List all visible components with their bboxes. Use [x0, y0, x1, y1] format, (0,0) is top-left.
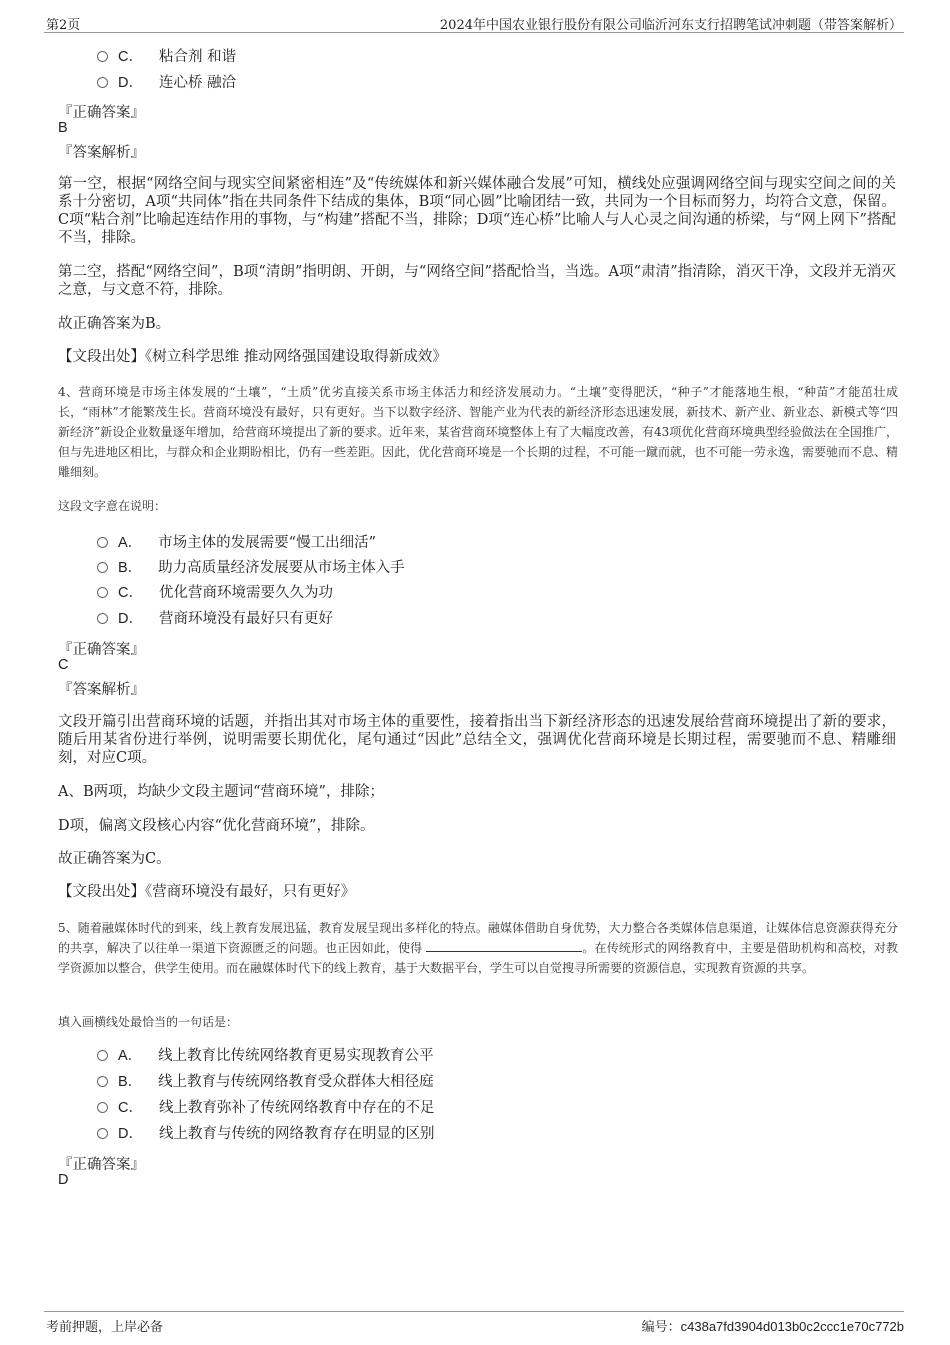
radio-icon[interactable]	[97, 587, 108, 598]
q3-option-d[interactable]: D． 连心桥 融洽	[97, 73, 236, 93]
page-footer	[44, 1311, 904, 1338]
radio-icon[interactable]	[97, 1076, 108, 1087]
q4-analysis-p3: D项，偏离文段核心内容“优化营商环境”，排除。	[58, 818, 375, 834]
q3-analysis-p1: 第一空，根据“网络空间与现实空间紧密相连”及“传统媒体和新兴媒体融合发展”可知，横线处应强调网络空间与现实空间之间的关系十分密切，A项“共同体”指在共同条件下结成的集体，B项“同心圆”比喻团结一致，共同为一个目标而努力，均符合文意，保留。C项“粘合剂”比喻起连结作用的事物，与“构建”搭配不当，排除；D项“连心桥”比喻人与人心灵之间沟通的桥梁，与“网上网下”搭配不当，排除。	[58, 176, 896, 246]
q4-analysis-label: 『答案解析』	[58, 682, 145, 698]
q4-analysis-p1: 文段开篇引出营商环境的话题，并指出其对市场主体的重要性，接着指出当下新经济形态的迅速发展给营商环境提出了新的要求，随后用某省份进行举例，说明需要长期优化，尾句通过“因此”总结全文，强调优化营商环境是长期过程，需要驰而不息、精雕细刻，对应C项。	[58, 714, 896, 766]
document-code: 编号：c438a7fd3904d013b0c2ccc1e70c772b	[641, 1319, 904, 1335]
q5-text: 5、随着融媒体时代的到来，线上教育发展迅猛，教育发展呈现出多样化的特点。融媒体借助自身优势，大力整合各类媒体信息渠道，让媒体信息资源获得充分的共享，解决了以往单一渠道下资源匮乏的问题。也正因如此，使得 。在传统形式的网络教育中，主要是借助机构和高校，对教学资源加以整合，供学生使用。而在融媒体时代下的线上教育，基于大数据平台，学生可以自觉搜寻所需要的资源信息，实现教育资源的共享。	[58, 921, 898, 975]
q5-option-b[interactable]: B． 线上教育与传统网络教育受众群体大相径庭	[97, 1072, 434, 1092]
q4-answer: C	[58, 657, 69, 673]
footer-slogan: 考前押题，上岸必备	[46, 1320, 164, 1335]
q3-answer-label: 『正确答案』	[58, 105, 145, 121]
q3-source: 【文段出处】《树立科学思维 推动网络强国建设取得新成效》	[58, 349, 447, 365]
q4-option-a[interactable]: A． 市场主体的发展需要“慢工出细活”	[97, 533, 376, 553]
q5-option-c[interactable]: C． 线上教育弥补了传统网络教育中存在的不足	[97, 1098, 434, 1118]
page-header	[44, 12, 904, 33]
q3-analysis-p3: 故正确答案为B。	[58, 316, 171, 332]
radio-icon[interactable]	[97, 537, 108, 548]
radio-icon[interactable]	[97, 613, 108, 624]
q3-option-c[interactable]: C． 粘合剂 和谐	[97, 47, 236, 67]
q5-option-d[interactable]: D． 线上教育与传统的网络教育存在明显的区别	[97, 1124, 434, 1144]
radio-icon[interactable]	[97, 1050, 108, 1061]
radio-icon[interactable]	[97, 1102, 108, 1113]
q3-answer: B	[58, 120, 68, 136]
radio-icon[interactable]	[97, 562, 108, 573]
q5-stem: 填入画横线处最恰当的一句话是：	[58, 1015, 239, 1029]
q4-source: 【文段出处】《营商环境没有最好，只有更好》	[58, 884, 356, 900]
q5-answer-label: 『正确答案』	[58, 1157, 145, 1173]
q4-option-c[interactable]: C． 优化营商环境需要久久为功	[97, 583, 333, 603]
q5-option-a[interactable]: A． 线上教育比传统网络教育更易实现教育公平	[97, 1046, 434, 1066]
radio-icon[interactable]	[97, 1128, 108, 1139]
q4-analysis-p4: 故正确答案为C。	[58, 851, 171, 867]
q3-analysis-label: 『答案解析』	[58, 145, 145, 161]
page-number: 第2页	[46, 18, 81, 33]
q4-answer-label: 『正确答案』	[58, 642, 145, 658]
q4-text: 4、营商环境是市场主体发展的“土壤”，“土质”优劣直接关系市场主体活力和经济发展动力。“土壤”变得肥沃，“种子”才能落地生根，“种苗”才能茁壮成长，“雨林”才能繁茂生长。营商环境没有最好，只有更好。当下以数字经济、智能产业为代表的新经济形态迅速发展，新技术、新产业、新业态、新模式等“四新经济”新设企业数量逐年增加，给营商环境提出了新的要求。近年来，某省营商环境整体上有了大幅度改善，有43项优化营商环境典型经验做法在全国推广，但与先进地区相比，与群众和企业期盼相比，仍有一些差距。因此，优化营商环境是一个长期的过程，不可能一蹴而就，也不可能一劳永逸，需要驰而不息、精雕细刻。	[58, 385, 899, 479]
document-title: 2024年中国农业银行股份有限公司临沂河东支行招聘笔试冲刺题（带答案解析）	[439, 18, 902, 33]
q4-analysis-p2: A、B两项，均缺少文段主题词“营商环境”，排除；	[58, 784, 384, 800]
q3-analysis-p2: 第二空，搭配“网络空间”，B项“清朗”指明朗、开朗，与“网络空间”搭配恰当，当选。A项“肃清”指清除，消灭干净，文段并无消灭之意，与文意不符，排除。	[58, 264, 896, 298]
q4-option-b[interactable]: B． 助力高质量经济发展要从市场主体入手	[97, 558, 405, 578]
fill-in-blank	[426, 939, 582, 952]
radio-icon[interactable]	[97, 77, 108, 88]
q4-stem: 这段文字意在说明：	[58, 499, 167, 513]
q4-option-d[interactable]: D． 营商环境没有最好只有更好	[97, 609, 333, 629]
q5-answer: D	[58, 1172, 69, 1188]
radio-icon[interactable]	[97, 51, 108, 62]
